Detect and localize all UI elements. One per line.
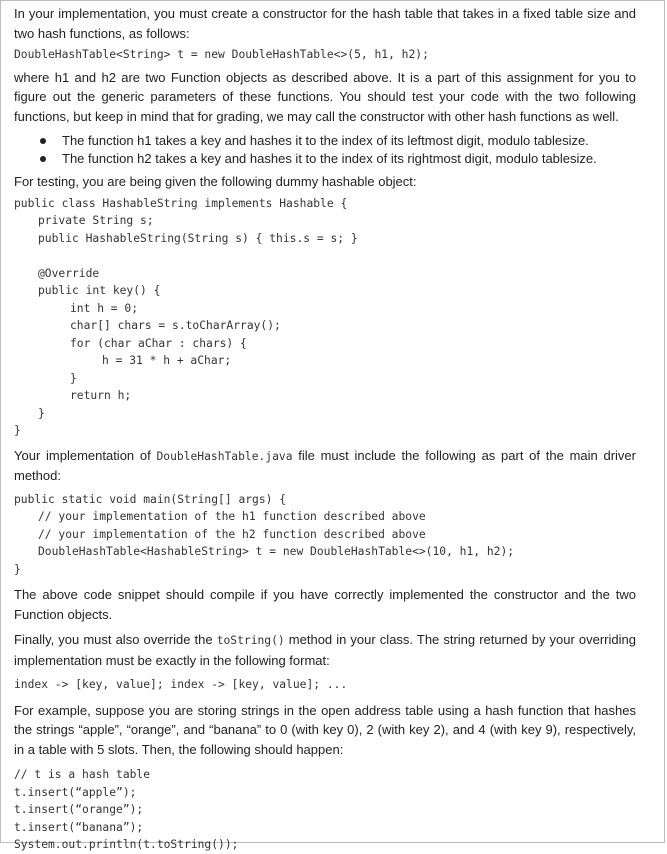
file-name-code: DoubleHashTable.java xyxy=(156,449,293,463)
code-line: private String s; xyxy=(38,214,154,227)
code-line: public int key() { xyxy=(38,284,161,297)
code-line: @Override xyxy=(38,266,100,280)
hashable-string-code xyxy=(14,195,636,440)
list-item: The function h2 takes a key and hashes it to the index of its rightmost digit, modulo tablesize. xyxy=(62,150,636,168)
hash-function-list xyxy=(14,132,636,167)
code-line: t.insert(“banana”); xyxy=(14,820,144,834)
code-line: } xyxy=(38,406,45,420)
tostring-paragraph xyxy=(14,630,636,670)
code-line: } xyxy=(14,562,21,576)
code-line: } xyxy=(70,371,77,385)
format-code: index -> [key, value]; index -> [key, value]; ... xyxy=(14,678,348,691)
constructor-code: DoubleHashTable<String> t = new DoubleHashTable<>(5, h1, h2); xyxy=(14,48,429,61)
code-line: // your implementation of the h1 function described above xyxy=(38,510,426,523)
code-line: System.out.println(t.toString()); xyxy=(14,838,239,851)
main-driver-paragraph xyxy=(14,446,636,486)
h1-h2-paragraph: where h1 and h2 are two Function objects as described above. It is a part of this assignment for you to figure out the generic parameters of these functions. You should test your code with the two following functions, but keep in mind that for grading, we may call the constructor with other hash functions as well. xyxy=(14,69,636,124)
example-paragraph: For example, suppose you are storing strings in the open address table using a hash function that hashes the strings “apple”, “orange”, and “banana” to 0 (with key 0), 2 (with key 2), and 4 (with key 9), respectively, in a table with 5 slots. Then, the following should happen: xyxy=(14,702,636,757)
code-line: return h; xyxy=(70,389,132,402)
main-driver-text-b: file must include the following as part of the main driver method: xyxy=(14,447,636,483)
main-driver-text-a: Your implementation of xyxy=(14,447,157,463)
code-line: DoubleHashTable<HashableString> t = new DoubleHashTable<>(10, h1, h2); xyxy=(38,545,515,558)
code-line: public HashableString(String s) { this.s = s; } xyxy=(38,231,358,245)
code-line: // t is a hash table xyxy=(14,768,151,781)
list-item: The function h1 takes a key and hashes it to the index of its leftmost digit, modulo tablesize. xyxy=(62,132,636,150)
tostring-text-b: method in your class. The string returned by your overriding implementation must be exactly in the following format: xyxy=(14,632,636,668)
code-line: // your implementation of the h2 function described above xyxy=(38,527,426,541)
main-method-code xyxy=(14,491,636,579)
code-line: public static void main(String[] args) { xyxy=(14,492,287,506)
code-line: } xyxy=(14,424,21,437)
constructor-paragraph: In your implementation, you must create a constructor for the hash table that takes in a fixed table size and two hash functions, as follows: xyxy=(14,6,636,41)
code-line: char[] chars = s.toCharArray(); xyxy=(70,319,281,332)
compile-paragraph: The above code snippet should compile if you have correctly implemented the constructor and the two Function objects. xyxy=(14,587,636,622)
code-line: t.insert(“apple”); xyxy=(14,785,137,799)
tostring-code: toString() xyxy=(216,634,285,647)
testing-paragraph: For testing, you are being given the following dummy hashable object: xyxy=(14,174,417,189)
code-line: t.insert(“orange”); xyxy=(14,803,144,816)
code-line: public class HashableString implements Hashable { xyxy=(14,196,348,210)
code-line: int h = 0; xyxy=(70,301,139,315)
tostring-text-a: Finally, you must also override the xyxy=(14,632,217,647)
code-line xyxy=(14,247,636,265)
example-code xyxy=(14,766,636,854)
code-line: for (char aChar : chars) { xyxy=(70,336,247,350)
code-line: h = 31 * h + aChar; xyxy=(102,354,232,367)
